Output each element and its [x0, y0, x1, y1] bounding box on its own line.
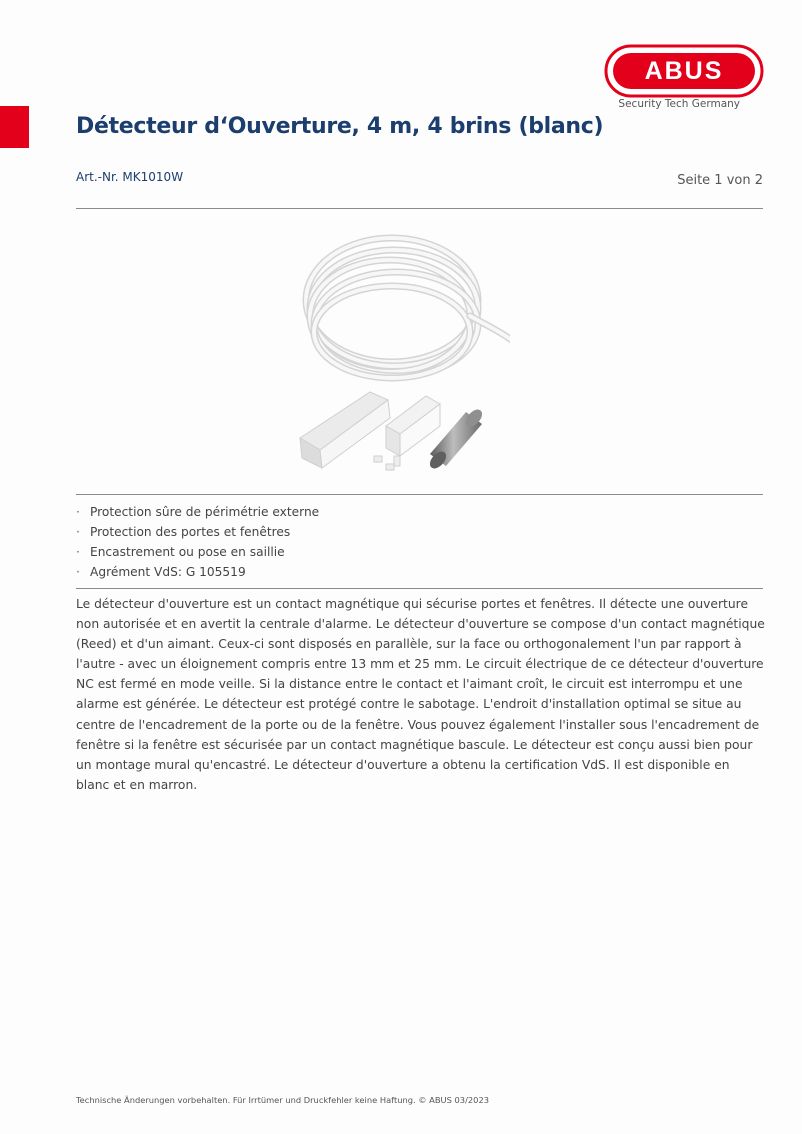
cable-coil — [306, 238, 510, 378]
feature-item — [76, 542, 319, 562]
page-indicator: Seite 1 von 2 — [677, 173, 763, 188]
bullet-icon: · — [76, 505, 80, 519]
article-number: Art.-Nr. MK1010W — [76, 170, 184, 184]
footer-disclaimer: Technische Änderungen vorbehalten. Für Irrtümer und Druckfehler keine Haftung. © ABUS 03/2023 — [76, 1095, 489, 1105]
feature-item — [76, 502, 319, 522]
feature-item — [76, 562, 319, 582]
divider-features-top — [76, 494, 763, 495]
product-description: Le détecteur d'ouverture est un contact magnétique qui sécurise portes et fenêtres. Il détecte une ouverture non autorisée et en avertit la centrale d'alarme. Le détecteur d'ouverture se compose d'un contact magnétique (Reed) et d'un aimant. Ceux-ci sont disposés en parallèle, sur la face ou orthogonalement l'un par rapport à l'autre - avec un éloignement compris entre 13 mm et 25 mm. Le circuit électrique de ce détecteur d'ouverture NC est fermé en mode veille. Si la distance entre le contact et l'aimant croît, le circuit est interrompu et une alarme est générée. Le détecteur est protégé contre le sabotage. L'endroit d'installation optimal se situe au centre de l'encadrement de la porte ou de la fenêtre. Vous pouvez également l'installer sous l'encadrement de fenêtre si la fenêtre est sécurisée par un contact magnétique bascule. Le détecteur est conçu aussi bien pour un montage mural qu'encastré. Le détecteur d'ouverture a obtenu la certification VdS. Il est disponible en blanc et en marron. — [76, 597, 765, 792]
logo-wordmark: ABUS — [644, 57, 724, 85]
bullet-icon: · — [76, 525, 80, 539]
bullet-icon: · — [76, 565, 80, 579]
product-title: Détecteur d‘Ouverture, 4 m, 4 brins (blanc) — [76, 114, 604, 139]
logo-tagline: Security Tech Germany — [618, 98, 740, 110]
bullet-icon: · — [76, 545, 80, 559]
feature-item — [76, 522, 319, 542]
feature-list — [76, 502, 319, 582]
divider-top — [76, 208, 763, 209]
feature-text: Protection des portes et fenêtres — [90, 525, 291, 539]
feature-text: Encastrement ou pose en saillie — [90, 545, 285, 559]
feature-text: Protection sûre de périmétrie externe — [90, 505, 320, 519]
divider-features-bottom — [76, 588, 763, 589]
brand-accent-tab — [0, 106, 29, 148]
feature-text: Agrément VdS: G 105519 — [90, 565, 246, 579]
abus-logo — [604, 44, 764, 98]
product-photo — [290, 220, 510, 482]
